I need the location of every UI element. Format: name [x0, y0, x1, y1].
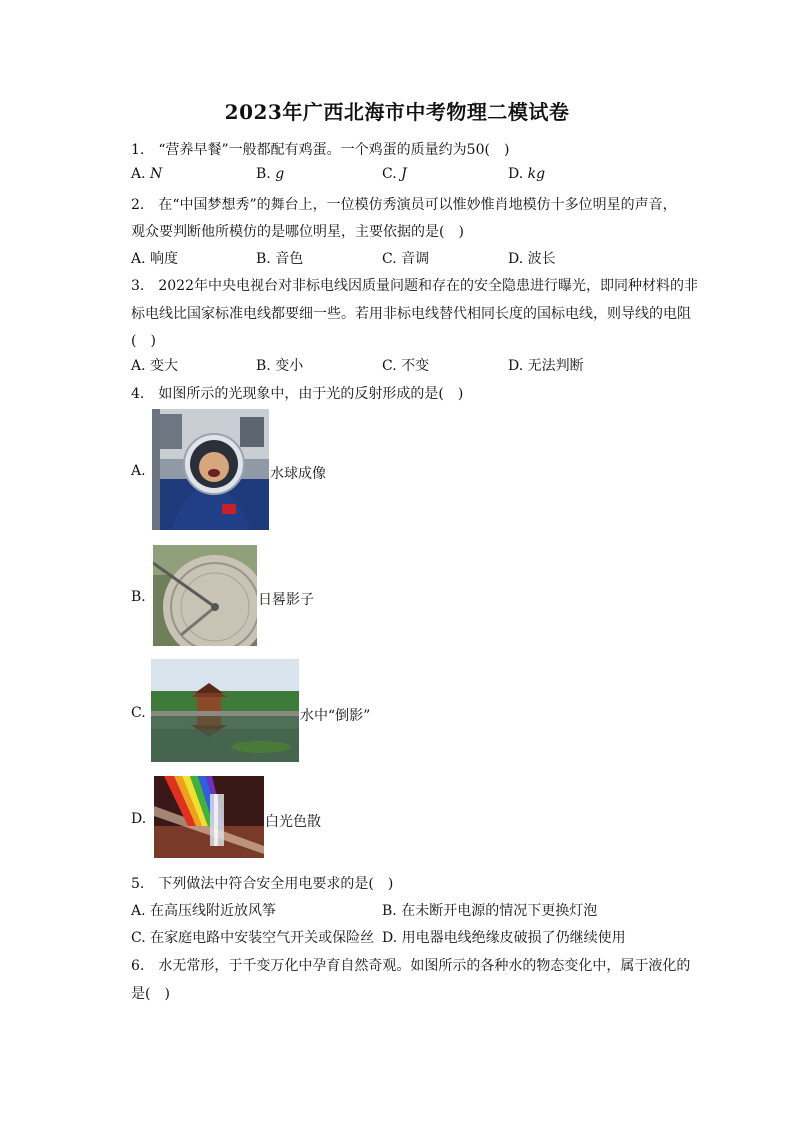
q4-option-a-label: 水球成像	[270, 466, 326, 482]
q2-option-c: C. 音调	[382, 251, 430, 267]
question-5-stem: 5. 下列做法中符合安全用电要求的是( )	[131, 876, 394, 892]
pavilion-reflection-photo	[151, 659, 299, 762]
q3-option-d: D. 无法判断	[508, 358, 584, 374]
q2-option-d: D. 波长	[508, 251, 556, 267]
q5-option-a: A. 在高压线附近放风筝	[131, 903, 277, 919]
q4-option-b-letter: B.	[131, 589, 146, 605]
q1-option-a: A. N	[131, 166, 163, 182]
q2-option-a: A. 响度	[131, 251, 179, 267]
q5-option-b: B. 在未断开电源的情况下更换灯泡	[382, 903, 598, 919]
question-1-stem: 1. “营养早餐”一般都配有鸡蛋。一个鸡蛋的质量约为50( )	[131, 142, 510, 158]
q1-option-b: B. g	[256, 166, 285, 182]
q3-option-b: B. 变小	[256, 358, 304, 374]
q4-option-a-letter: A.	[131, 463, 146, 479]
q3-option-c: C. 不变	[382, 358, 430, 374]
question-2-stem-line1: 2. 在“中国梦想秀”的舞台上，一位模仿秀演员可以惟妙惟肖地模仿十多位明星的声音，	[131, 197, 677, 213]
question-3-stem-line1: 3. 2022年中央电视台对非标电线因质量问题和存在的安全隐患进行曝光，即同种材料的非	[131, 278, 698, 294]
q4-option-c-letter: C.	[131, 705, 146, 721]
water-ball-photo	[152, 409, 269, 530]
sundial-photo	[153, 545, 257, 646]
q5-option-d: D. 用电器电线绝缘皮破损了仍继续使用	[382, 930, 626, 946]
q4-option-b-label: 日晷影子	[258, 592, 314, 608]
q2-option-b: B. 音色	[256, 251, 304, 267]
question-4-stem: 4. 如图所示的光现象中，由于光的反射形成的是( )	[131, 386, 464, 402]
question-6-stem-line1: 6. 水无常形，于千变万化中孕育自然奇观。如图所示的各种水的物态变化中，属于液化的	[131, 958, 691, 974]
q1-option-c: C. J	[382, 166, 407, 182]
question-3-stem-line2: 标电线比国家标准电线都要细一些。若用非标电线替代相同长度的国标电线，则导线的电阻	[131, 306, 691, 322]
question-2-stem-line2: 观众要判断他所模仿的是哪位明星，主要依据的是( )	[131, 224, 464, 240]
prism-dispersion-photo	[154, 776, 264, 858]
q4-option-d-label: 白光色散	[265, 814, 321, 830]
question-6-stem-line2: 是( )	[131, 986, 170, 1002]
q4-option-d-letter: D.	[131, 811, 147, 827]
question-3-stem-line3: ( )	[131, 333, 156, 349]
q3-option-a: A. 变大	[131, 358, 179, 374]
q4-option-c-label: 水中“倒影”	[300, 708, 371, 724]
page-title: 2023年广西北海市中考物理二模试卷	[224, 100, 570, 124]
q1-option-d: D. kg	[508, 166, 546, 182]
q5-option-c: C. 在家庭电路中安装空气开关或保险丝	[131, 930, 375, 946]
